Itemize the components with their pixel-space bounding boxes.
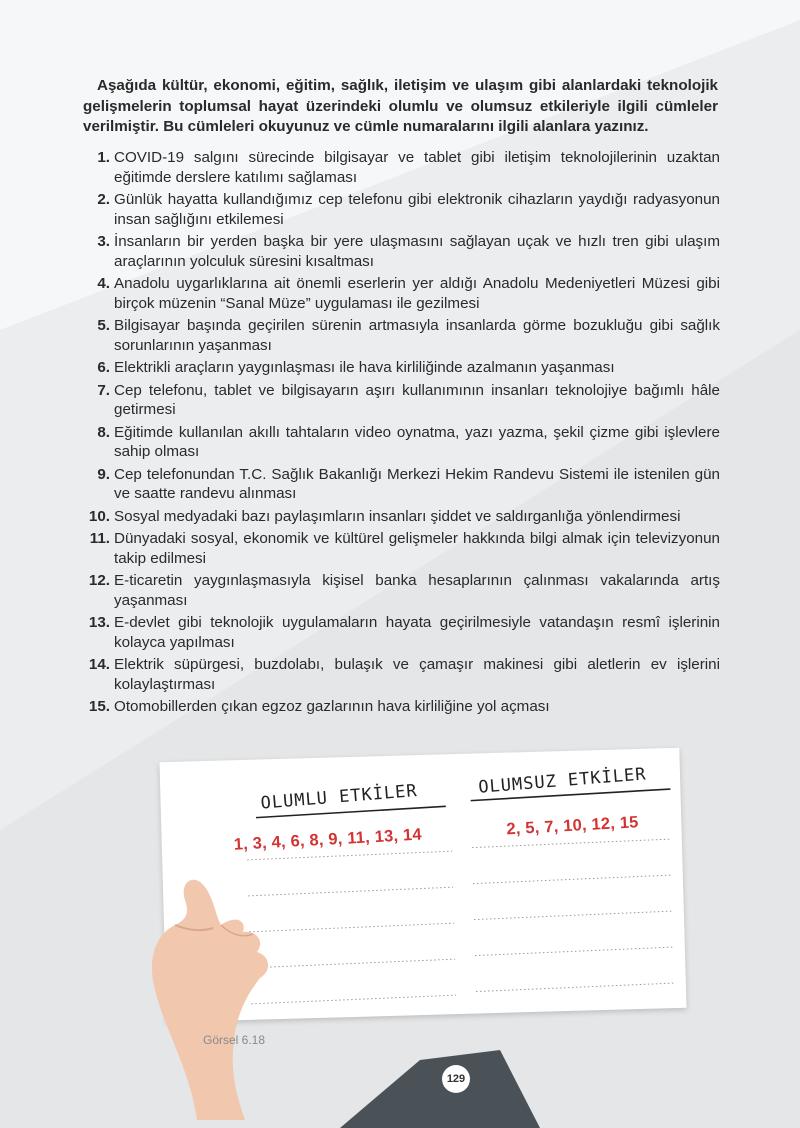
item-number: 15. bbox=[88, 698, 110, 715]
item-text: Anadolu uygarlıklarına ait önemli eserlerin yer aldığı Anadolu Medeniyetleri Müzesi gibi birçok müzenin “Sanal Müze” uygulaması ile gezilmesi bbox=[114, 275, 720, 312]
item-text: E-devlet gibi teknolojik uygulamaların hayata geçirilmesiyle vatandaşın resmî işlerinin kolayca yapılması bbox=[114, 614, 720, 651]
statement-list bbox=[80, 148, 720, 720]
item-number: 14. bbox=[88, 656, 110, 673]
list-item bbox=[80, 274, 720, 313]
item-number: 13. bbox=[88, 614, 110, 631]
item-text: Cep telefonu, tablet ve bilgisayarın aşırı kullanımının insanları teknolojiye bağımlı hâle getirmesi bbox=[114, 381, 720, 418]
positive-answer: 1, 3, 4, 6, 8, 9, 11, 13, 14 bbox=[233, 825, 423, 854]
item-number: 6. bbox=[97, 359, 110, 376]
item-number: 11. bbox=[89, 530, 110, 547]
answer-card-illustration bbox=[155, 740, 700, 1040]
item-number: 4. bbox=[97, 275, 110, 292]
item-text: Eğitimde kullanılan akıllı tahtaların video oynatma, yazı yazma, şekil çizme gibi işlevlere sahip olması bbox=[114, 423, 720, 460]
negative-effects-title: OLUMSUZ ETKİLER bbox=[477, 764, 648, 798]
item-number: 10. bbox=[88, 507, 110, 525]
list-item bbox=[80, 655, 720, 694]
list-item bbox=[80, 148, 720, 187]
figure-caption: Görsel 6.18 bbox=[203, 1033, 266, 1047]
list-item bbox=[80, 358, 720, 378]
item-text: COVID-19 salgını sürecinde bilgisayar ve tablet gibi iletişim teknolojilerinin uzaktan eğitimde derslere katılımı sağlaması bbox=[114, 149, 720, 186]
item-text: Cep telefonundan T.C. Sağlık Bakanlığı Merkezi Hekim Randevu Sistemi ile istenilen gün ve saatte randevu alınması bbox=[114, 465, 720, 502]
item-text: E-ticaretin yaygınlaşmasıyla kişisel banka hesaplarının çalınması vakalarında artış yaşanması bbox=[114, 572, 720, 609]
list-item bbox=[80, 529, 720, 568]
item-text: Bilgisayar başında geçirilen sürenin artmasıyla insanlarda görme bozukluğu gibi sağlık sorunlarının yaşanması bbox=[114, 317, 720, 354]
positive-effects-title: OLUMLU ETKİLER bbox=[259, 781, 419, 814]
item-number: 12. bbox=[88, 572, 110, 589]
item-text: Günlük hayatta kullandığımız cep telefonu gibi elektronik cihazların yaydığı radyasyonun insan sağlığını etkilemesi bbox=[114, 191, 720, 228]
list-item bbox=[80, 316, 720, 355]
list-item bbox=[80, 697, 720, 717]
hand-illustration bbox=[135, 820, 275, 1120]
page-number: 129 bbox=[442, 1065, 470, 1093]
item-number: 8. bbox=[97, 423, 110, 441]
item-text: İnsanların bir yerden başka bir yere ulaşmasını sağlayan uçak ve hızlı tren gibi ulaşım araçlarının yolculuk süresini kısaltması bbox=[114, 233, 720, 270]
list-item bbox=[80, 232, 720, 271]
item-text: Elektrik süpürgesi, buzdolabı, bulaşık ve çamaşır makinesi gibi aletlerin ev işlerini kolaylaştırması bbox=[114, 656, 720, 693]
negative-answer: 2, 5, 7, 10, 12, 15 bbox=[506, 813, 640, 839]
instruction-paragraph: Aşağıda kültür, ekonomi, eğitim, sağlık, iletişim ve ulaşım gibi alanlardaki teknolojik gelişmelerin toplumsal hayat üzerindeki olumlu ve olumsuz etkileriyle ilgili cümleler verilmiştir. Bu cümleleri okuyunuz ve cümle numaralarını ilgili alanlara yazınız. bbox=[83, 77, 718, 135]
list-item bbox=[80, 465, 720, 504]
item-number: 3. bbox=[97, 233, 110, 250]
item-number: 9. bbox=[97, 465, 110, 483]
item-number: 2. bbox=[97, 191, 110, 208]
list-item bbox=[80, 423, 720, 462]
item-text: Otomobillerden çıkan egzoz gazlarının hava kirliliğine yol açması bbox=[114, 698, 550, 715]
item-number: 7. bbox=[97, 381, 110, 399]
item-text: Sosyal medyadaki bazı paylaşımların insanları şiddet ve saldırganlığa yönlendirmesi bbox=[114, 507, 681, 525]
item-number: 1. bbox=[97, 149, 110, 166]
list-item bbox=[80, 190, 720, 229]
item-text: Dünyadaki sosyal, ekonomik ve kültürel gelişmeler hakkında bilgi almak için televizyonun takip edilmesi bbox=[114, 530, 720, 567]
item-number: 5. bbox=[97, 317, 110, 334]
list-item bbox=[80, 571, 720, 610]
list-item bbox=[80, 613, 720, 652]
list-item bbox=[80, 507, 720, 527]
item-text: Elektrikli araçların yaygınlaşması ile hava kirliliğinde azalmanın yaşanması bbox=[114, 359, 615, 376]
list-item bbox=[80, 381, 720, 420]
